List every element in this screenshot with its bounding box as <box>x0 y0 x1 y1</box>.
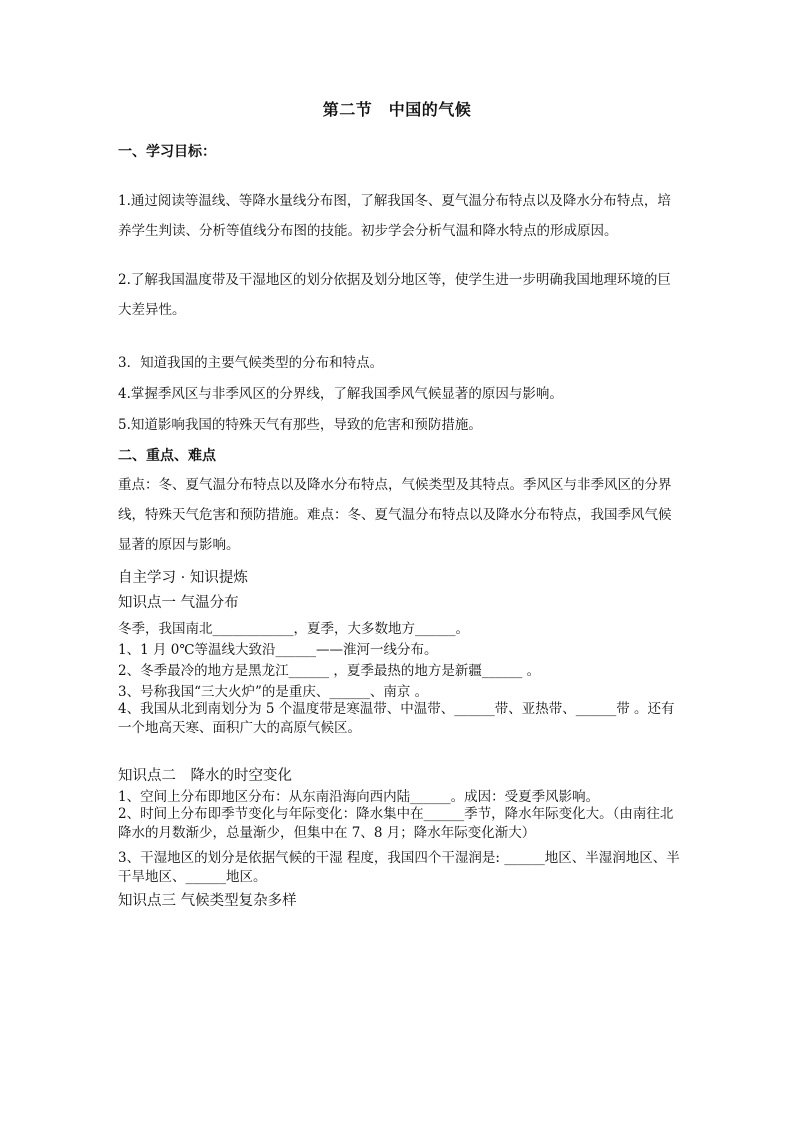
section-heading-key-points: 二、重点、难点 <box>118 448 216 464</box>
kp1-line-1: 1、1 月 0℃等温线大致沿______——淮河一线分布。 <box>118 642 438 658</box>
knowledge-point-1-heading: 知识点一 气温分布 <box>118 595 239 611</box>
goal-item-2: 2.了解我国温度带及干湿地区的划分依据及划分地区等，使学生进一步明确我国地理环境的巨大差异性。 <box>118 272 671 318</box>
kp2-line-3: 3、干湿地区的划分是依据气候的干湿 程度，我国四个干湿润是: ______地区、半湿润地区、半干旱地区、______地区。 <box>118 850 680 885</box>
goal-item-5: 5.知道影响我国的特殊天气有那些，导致的危害和预防措施。 <box>118 417 482 433</box>
goal-item-1: 1.通过阅读等温线、等降水量线分布图，了解我国冬、夏气温分布特点以及降水分布特点，培养学生判读、分析等值线分布图的技能。初步学会分析气温和降水特点的形成原因。 <box>118 193 671 239</box>
goal-item-4: 4.掌握季风区与非季风区的分界线，了解我国季风气候显著的原因与影响。 <box>118 386 563 402</box>
page-title: 第二节 中国的气候 <box>322 100 472 119</box>
kp2-line-1: 1、空间上分布即地区分布：从东南沿海向西内陆______。成因：受夏季风影响。 <box>118 789 600 805</box>
kp1-line-3: 3、号称我国“三大火炉”的是重庆、______、南京 。 <box>118 684 429 700</box>
knowledge-point-3-heading: 知识点三 气候类型复杂多样 <box>118 893 297 909</box>
kp1-line-0: 冬季，我国南北____________，夏季，大多数地方______。 <box>118 621 469 637</box>
goal-item-3: 3．知道我国的主要气候类型的分布和特点。 <box>118 355 384 371</box>
knowledge-point-2-heading: 知识点二 降水的时空变化 <box>118 768 292 784</box>
kp1-line-4: 4、我国从北到南划分为 5 个温度带是寒温带、中温带、______带、亚热带、______带 。还有一个地高天寒、面积广大的高原气候区。 <box>118 701 675 736</box>
self-study-heading: 自主学习 · 知识提炼 <box>118 570 248 586</box>
kp2-line-2: 2、时间上分布即季节变化与年际变化：降水集中在______季节，降水年际变化大。（由南往北降水的月数渐少，总量渐少，但集中在 7、8 月；降水年际变化渐大） <box>118 806 674 841</box>
section-heading-goals: 一、学习目标： <box>118 144 216 160</box>
key-points-text: 重点：冬、夏气温分布特点以及降水分布特点，气候类型及其特点。季风区与非季风区的分界线，特殊天气危害和预防措施。难点：冬、夏气温分布特点以及降水分布特点，我国季风气候显著的原因与影响。 <box>118 477 672 553</box>
kp1-line-2: 2、冬季最冷的地方是黑龙江______ ，夏季最热的地方是新疆______ 。 <box>118 663 541 679</box>
